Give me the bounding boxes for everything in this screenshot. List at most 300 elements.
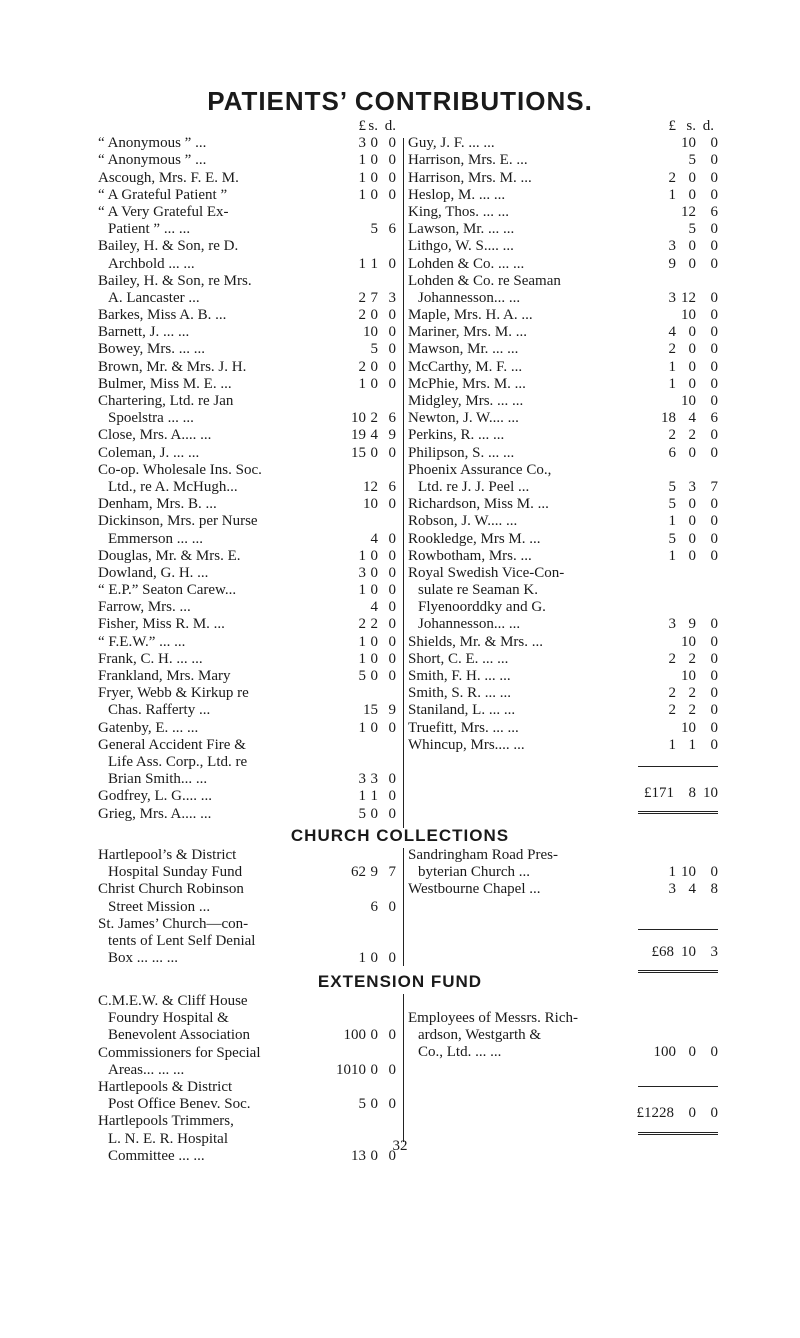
entry-pence: 0 <box>388 496 396 513</box>
entry-pence: 0 <box>710 530 718 547</box>
patients-left-column <box>98 118 398 823</box>
entry-pence: 0 <box>710 393 718 409</box>
shillings-header: s. <box>368 118 378 134</box>
entry-pounds: 3 <box>358 135 366 152</box>
entry-shillings: 0 <box>370 950 378 967</box>
entry-pence: 0 <box>388 358 396 375</box>
entry-row <box>408 496 718 513</box>
entry-pence: 0 <box>710 358 718 375</box>
entry-shillings: 3 <box>688 478 696 495</box>
entry-row <box>98 847 398 864</box>
entry-shillings: 0 <box>370 633 378 650</box>
entry-shillings: 0 <box>688 186 696 203</box>
entry-row <box>408 599 708 616</box>
entry-pence: 0 <box>710 221 718 238</box>
entry-shillings: 10 <box>363 496 378 513</box>
entry-shillings: 0 <box>370 186 378 203</box>
entry-pence: 0 <box>710 496 718 513</box>
page-title: PATIENTS’ CONTRIBUTIONS. <box>207 86 593 116</box>
entry-name: Farrow, Mrs. ... <box>98 599 191 616</box>
entry-shillings: 0 <box>370 564 378 581</box>
entry-shillings: 4 <box>688 881 696 898</box>
entry-pounds: 1 <box>668 358 676 375</box>
entry-pence: 0 <box>388 788 396 805</box>
entry-pence: 0 <box>388 1061 396 1078</box>
entry-pounds: 100 <box>343 1027 366 1044</box>
entry-pounds: 5 <box>668 478 676 495</box>
entry-name: Harrison, Mrs. M. ... <box>408 169 532 186</box>
entry-row <box>408 324 718 341</box>
entry-pounds: 1 <box>668 547 676 564</box>
entry-pounds: 2 <box>668 702 676 719</box>
entry-pounds: 100 <box>653 1044 676 1061</box>
entry-pence: 0 <box>388 719 396 736</box>
entry-shillings: 0 <box>688 496 696 513</box>
entry-shillings: 10 <box>681 393 696 409</box>
subtotal-rule <box>638 929 718 930</box>
entry-pounds: 5 <box>668 530 676 547</box>
entry-name: Richardson, Miss M. ... <box>408 496 549 513</box>
entry-name: L. N. E. R. Hospital <box>108 1130 228 1147</box>
entry-name: Johannesson... ... <box>418 289 521 306</box>
entry-row <box>98 950 398 967</box>
entry-row <box>98 737 398 754</box>
entry-pounds: 1010 <box>336 1061 366 1078</box>
entry-name: Co-op. Wholesale Ins. Soc. <box>98 461 262 478</box>
entry-shillings: 5 <box>688 152 696 169</box>
entry-pence: 7 <box>388 864 396 881</box>
entry-shillings: 0 <box>370 444 378 461</box>
entry-pence: 0 <box>710 650 718 667</box>
entry-row <box>408 478 718 496</box>
entry-pence: 6 <box>388 410 396 427</box>
entry-pence: 0 <box>388 616 396 633</box>
total-double-rule <box>638 811 718 814</box>
entry-name: Foundry Hospital & <box>108 1010 229 1027</box>
entry-row <box>98 204 398 221</box>
column-divider <box>403 994 404 1142</box>
entry-pence: 0 <box>388 950 396 967</box>
entry-pence: 0 <box>388 341 396 358</box>
entry-pence: 0 <box>710 135 718 152</box>
entry-shillings: 2 <box>370 616 378 633</box>
entry-row <box>98 788 398 805</box>
entry-shillings: 4 <box>370 427 378 444</box>
patients-total-row <box>408 785 718 802</box>
entry-name: Philipson, S. ... ... <box>408 444 515 461</box>
entry-shillings: 6 <box>370 898 378 915</box>
entry-pounds: 2 <box>668 650 676 667</box>
entry-name: Brian Smith... ... <box>108 771 208 788</box>
entry-name: Street Mission ... <box>108 898 211 915</box>
entry-pounds: 2 <box>358 616 366 633</box>
total-pence: 0 <box>710 1105 718 1121</box>
entry-row <box>98 993 398 1010</box>
entry-name: Lohden & Co. ... ... <box>408 255 525 272</box>
entry-row <box>408 238 718 255</box>
entry-row <box>408 736 718 754</box>
entry-pounds: 2 <box>358 307 366 324</box>
entry-pence: 0 <box>388 1096 396 1113</box>
total-shillings: 10 <box>681 944 696 960</box>
entry-name: St. James’ Church—con- <box>98 915 249 932</box>
entry-row <box>98 307 398 324</box>
entry-name: Grieg, Mrs. A.... ... <box>98 805 212 822</box>
entry-name: Bailey, H. & Son, re Mrs. <box>98 272 252 289</box>
entry-row <box>98 899 398 916</box>
entry-shillings: 0 <box>370 169 378 186</box>
entry-shillings: 5 <box>370 221 378 238</box>
entry-row <box>98 427 398 444</box>
entry-pounds: 2 <box>668 427 676 444</box>
entry-row <box>98 668 398 685</box>
entry-shillings: 0 <box>688 513 696 530</box>
entry-row <box>408 427 718 444</box>
entry-pence: 0 <box>388 547 396 564</box>
church-collections-heading: CHURCH COLLECTIONS <box>290 826 510 845</box>
entry-row <box>98 634 398 651</box>
entry-pence: 0 <box>710 633 718 650</box>
entry-pence: 0 <box>388 805 396 822</box>
entry-row <box>98 256 398 273</box>
entry-pence: 0 <box>388 255 396 272</box>
entry-pence: 7 <box>710 478 718 495</box>
entry-name: Ltd., re A. McHugh... <box>108 478 238 495</box>
entry-row <box>408 221 718 238</box>
entry-row <box>98 720 398 737</box>
entry-row <box>98 565 398 582</box>
entry-row <box>408 375 718 393</box>
entry-pounds: 1 <box>668 736 676 753</box>
entry-pounds: 3 <box>668 881 676 898</box>
entry-pence: 0 <box>710 427 718 444</box>
entry-pence: 0 <box>710 307 718 324</box>
entry-pounds: 1 <box>358 650 366 667</box>
entry-name: Emmerson ... ... <box>108 530 203 547</box>
entry-shillings: 0 <box>370 1061 378 1078</box>
entry-name: Perkins, R. ... ... <box>408 427 505 444</box>
total-double-rule <box>638 1132 718 1135</box>
entry-pence: 0 <box>388 668 396 684</box>
entry-pence: 0 <box>710 186 718 203</box>
entry-pounds: 2 <box>358 358 366 375</box>
entry-shillings: 2 <box>688 702 696 719</box>
entry-pence: 0 <box>710 616 718 633</box>
entry-row <box>408 702 718 719</box>
entry-row <box>408 358 718 376</box>
entry-row <box>408 633 718 651</box>
entry-pounds: 1 <box>668 186 676 203</box>
entry-name: Ltd. re J. J. Peel ... <box>418 478 530 495</box>
entry-name: Christ Church Robinson <box>98 881 244 898</box>
entry-name: Barkes, Miss A. B. ... <box>98 307 227 324</box>
entry-row <box>408 307 718 324</box>
entry-pounds: 5 <box>358 1096 366 1113</box>
entry-pounds: 1 <box>358 152 366 169</box>
entry-pence: 0 <box>710 1044 718 1061</box>
entry-pounds: 15 <box>351 444 366 461</box>
entry-name: Employees of Messrs. Rich- <box>408 1010 578 1026</box>
entry-row <box>408 650 718 668</box>
entry-name: Bowey, Mrs. ... ... <box>98 341 205 358</box>
entry-row <box>98 187 398 204</box>
entry-pounds: 1 <box>358 788 366 805</box>
entry-name: Maple, Mrs. H. A. ... <box>408 307 533 324</box>
entry-row <box>408 530 718 548</box>
entry-name: “ A Very Grateful Ex- <box>98 203 229 220</box>
entry-shillings: 10 <box>681 633 696 650</box>
entry-pence: 0 <box>388 375 396 392</box>
entry-name: ardson, Westgarth & <box>418 1027 542 1044</box>
entry-pounds: 62 <box>351 864 366 881</box>
extension-fund-heading: EXTENSION FUND <box>317 972 483 991</box>
entry-shillings: 0 <box>370 805 378 822</box>
entry-name: Ascough, Mrs. F. E. M. <box>98 169 239 186</box>
entry-row <box>98 806 398 823</box>
pounds-header: £ <box>668 118 676 134</box>
entry-name: Rowbotham, Mrs. ... <box>408 547 532 564</box>
entry-row <box>98 1096 398 1113</box>
entry-row <box>98 702 398 719</box>
pounds-header: £ <box>358 118 366 134</box>
entry-pounds: 1 <box>358 547 366 564</box>
entry-pence: 0 <box>388 564 396 581</box>
entry-shillings: 0 <box>370 152 378 169</box>
entry-shillings: 7 <box>370 289 378 306</box>
entry-pounds: 3 <box>358 564 366 581</box>
entry-name: Barnett, J. ... ... <box>98 324 190 341</box>
entry-pence: 0 <box>710 238 718 255</box>
entry-name: Patient ” ... ... <box>108 221 191 238</box>
entry-name: Smith, S. R. ... ... <box>408 685 511 702</box>
page-number: 32 <box>392 1138 408 1154</box>
entry-name: Smith, F. H. ... ... <box>408 668 511 684</box>
entry-shillings: 0 <box>370 135 378 152</box>
patients-right-column <box>408 118 718 801</box>
entry-row <box>408 255 718 273</box>
total-pence: 10 <box>703 785 718 801</box>
entry-name: Life Ass. Corp., Ltd. re <box>108 753 248 770</box>
entry-row <box>98 616 398 633</box>
entry-pence: 0 <box>710 864 718 881</box>
entry-name: Hartlepools & District <box>98 1078 233 1095</box>
entry-pounds: 3 <box>668 616 676 633</box>
entry-name: Fisher, Miss R. M. ... <box>98 616 225 633</box>
entry-name: Flyenoorddky and G. <box>418 599 546 616</box>
entry-pounds: 1 <box>668 513 676 530</box>
entry-row <box>98 462 398 479</box>
entry-row <box>98 513 398 530</box>
entry-row <box>408 393 718 410</box>
entry-pence: 0 <box>710 289 718 306</box>
entry-shillings: 4 <box>688 410 696 427</box>
entry-shillings: 0 <box>370 1147 378 1164</box>
entry-name: Frank, C. H. ... ... <box>98 650 203 667</box>
entry-row <box>408 152 718 169</box>
entry-pence: 0 <box>388 633 396 650</box>
entry-shillings: 12 <box>363 478 378 495</box>
entry-pounds: 1 <box>668 864 676 881</box>
entry-row <box>98 1045 398 1062</box>
entry-pence: 0 <box>388 152 396 169</box>
entry-shillings: 0 <box>688 444 696 461</box>
entry-name: Johannesson... ... <box>418 616 521 633</box>
entry-shillings: 1 <box>688 736 696 753</box>
church-total-row <box>408 944 718 961</box>
entry-row <box>98 599 398 616</box>
entry-pence: 0 <box>710 513 718 530</box>
entry-row <box>408 719 718 737</box>
entry-shillings: 0 <box>688 1044 696 1061</box>
entry-shillings: 4 <box>370 530 378 547</box>
entry-pounds: 5 <box>358 805 366 822</box>
total-shillings: 8 <box>688 785 696 801</box>
entry-shillings: 0 <box>688 255 696 272</box>
entry-pence: 0 <box>388 444 396 461</box>
entry-shillings: 9 <box>688 616 696 633</box>
entry-name: Phoenix Assurance Co., <box>408 461 552 478</box>
entry-name: Westbourne Chapel ... <box>408 881 541 898</box>
entry-pounds: 9 <box>668 255 676 272</box>
entry-pounds: 1 <box>358 950 366 967</box>
entry-pounds: 3 <box>668 289 676 306</box>
entry-row <box>408 444 718 462</box>
entry-name: Denham, Mrs. B. ... <box>98 496 217 513</box>
entry-pence: 9 <box>388 427 396 444</box>
entry-row <box>98 410 398 427</box>
entry-shillings: 1 <box>370 788 378 805</box>
entry-shillings: 2 <box>688 650 696 667</box>
entry-name: Royal Swedish Vice-Con- <box>408 564 565 581</box>
entry-row <box>98 170 398 187</box>
entry-row <box>98 341 398 358</box>
entry-name: Shields, Mr. & Mrs. ... <box>408 633 544 650</box>
entry-name: Committee ... ... <box>108 1147 205 1164</box>
entry-name: Newton, J. W.... ... <box>408 410 519 427</box>
entry-name: Close, Mrs. A.... ... <box>98 427 212 444</box>
entry-name: Lohden & Co. re Seaman <box>408 272 561 289</box>
entry-row <box>98 582 398 599</box>
entry-row <box>408 847 708 864</box>
entry-name: “ F.E.W.” ... ... <box>98 633 186 650</box>
entry-name: Benevolent Association <box>108 1027 251 1044</box>
entry-pence: 3 <box>388 289 396 306</box>
entry-name: “ Anonymous ” ... <box>98 135 207 152</box>
currency-header <box>98 118 398 135</box>
entry-pence: 0 <box>710 547 718 564</box>
entry-shillings: 0 <box>370 375 378 392</box>
entry-name: Staniland, L. ... ... <box>408 702 516 719</box>
entry-row <box>98 290 398 307</box>
entry-row <box>408 289 718 307</box>
entry-row <box>98 496 398 513</box>
entry-pence: 0 <box>388 186 396 203</box>
entry-row <box>408 668 718 685</box>
entry-name: Chas. Rafferty ... <box>108 702 211 719</box>
entry-name: McPhie, Mrs. M. ... <box>408 375 526 392</box>
entry-shillings: 0 <box>688 238 696 255</box>
entry-shillings: 0 <box>370 307 378 324</box>
entry-row <box>98 531 398 548</box>
entry-shillings: 5 <box>370 341 378 358</box>
entry-pence: 0 <box>710 736 718 753</box>
entry-name: Frankland, Mrs. Mary <box>98 668 231 684</box>
entry-pounds: 1 <box>358 719 366 736</box>
total-pounds: £171 <box>644 785 674 801</box>
entry-row <box>408 616 718 633</box>
entry-shillings: 0 <box>370 668 378 684</box>
total-pounds: £1228 <box>636 1105 674 1121</box>
entry-name: Brown, Mr. & Mrs. J. H. <box>98 358 247 375</box>
entry-shillings: 0 <box>688 375 696 392</box>
total-pence: 3 <box>710 944 718 960</box>
entry-name: byterian Church ... <box>418 864 531 881</box>
entry-name: “ E.P.” Seaton Carew... <box>98 582 237 599</box>
entry-name: Hartlepools Trimmers, <box>98 1113 234 1130</box>
entry-row <box>98 152 398 169</box>
entry-pence: 6 <box>388 478 396 495</box>
entry-pounds: 13 <box>351 1147 366 1164</box>
entry-shillings: 0 <box>688 547 696 564</box>
entry-pounds: 1 <box>358 375 366 392</box>
entry-row <box>408 186 718 204</box>
entry-pence: 0 <box>710 668 718 684</box>
entry-pence: 9 <box>388 702 396 719</box>
entry-row <box>98 1027 398 1044</box>
entry-shillings: 15 <box>363 702 378 719</box>
entry-name: tents of Lent Self Denial <box>108 932 256 949</box>
entry-pence: 0 <box>710 444 718 461</box>
entry-shillings: 0 <box>370 650 378 667</box>
entry-pence: 0 <box>710 324 718 341</box>
entry-row <box>408 135 718 152</box>
entry-name: “ Anonymous ” ... <box>98 152 207 169</box>
entry-row <box>98 933 398 950</box>
currency-header <box>408 118 714 135</box>
entry-name: C.M.E.W. & Cliff House <box>98 993 248 1009</box>
entry-row <box>98 1062 398 1079</box>
entry-pence: 0 <box>710 341 718 358</box>
entry-name: Post Office Benev. Soc. <box>108 1096 251 1113</box>
entry-name: Mawson, Mr. ... ... <box>408 341 519 358</box>
entry-name: Guy, J. F. ... ... <box>408 135 495 152</box>
entry-pence: 0 <box>710 702 718 719</box>
entry-pence: 0 <box>710 152 718 169</box>
entry-pounds: 2 <box>668 169 676 186</box>
entry-pence: 0 <box>388 1027 396 1044</box>
entry-shillings: 0 <box>370 358 378 375</box>
entry-row <box>408 273 708 290</box>
entry-shillings: 0 <box>370 1096 378 1113</box>
entry-name: Heslop, M. ... ... <box>408 186 506 203</box>
entry-pounds: 1 <box>358 186 366 203</box>
entry-shillings: 10 <box>681 668 696 684</box>
entry-name: Truefitt, Mrs. ... ... <box>408 719 519 736</box>
entry-row <box>98 479 398 496</box>
entry-name: Short, C. E. ... ... <box>408 650 509 667</box>
entry-pence: 6 <box>710 410 718 427</box>
total-shillings: 0 <box>688 1105 696 1121</box>
entry-pence: 0 <box>388 650 396 667</box>
entry-shillings: 9 <box>370 864 378 881</box>
entry-name: Bulmer, Miss M. E. ... <box>98 375 232 392</box>
entry-row <box>98 685 398 702</box>
entry-pence: 8 <box>710 881 718 898</box>
entry-row <box>408 565 708 582</box>
entry-shillings: 0 <box>370 719 378 736</box>
entry-row <box>98 1113 398 1130</box>
entry-name: Commissioners for Special <box>98 1044 261 1061</box>
